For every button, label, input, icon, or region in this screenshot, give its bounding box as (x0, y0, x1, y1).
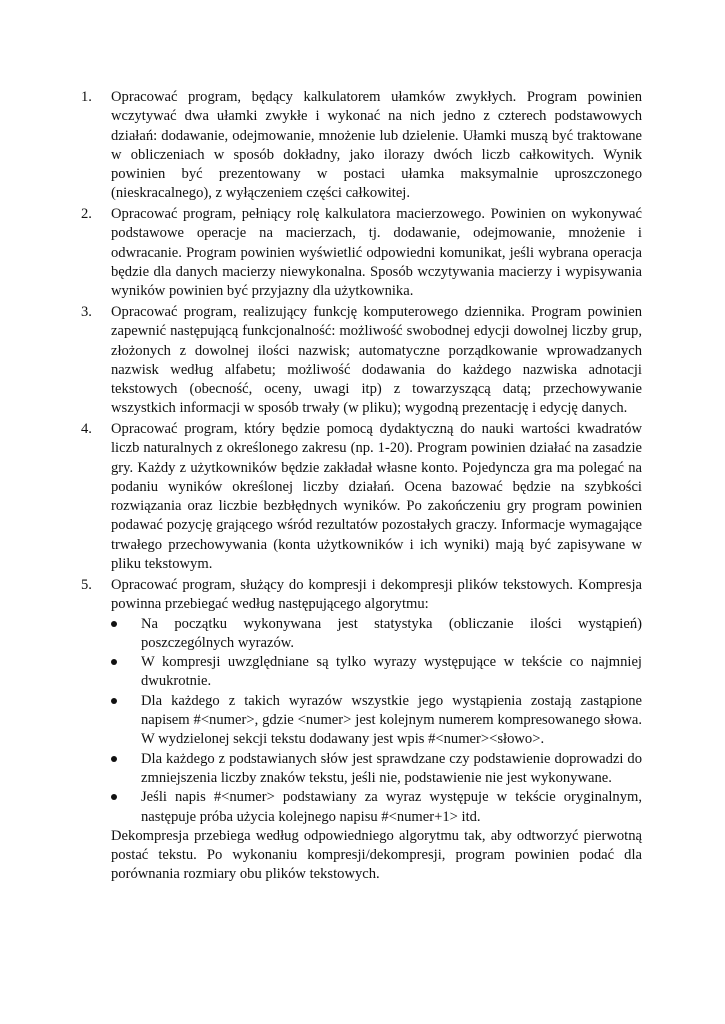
task-item (81, 303, 642, 419)
bullet-text: Jeśli napis #<numer> podstawiany za wyraz występuje w tekście oryginalnym, następuje próba użycia kolejnego napisu #<numer+1> itd. (141, 789, 642, 825)
bullet-text: W kompresji uwzględniane są tylko wyrazy występujące w tekście co najmniej dwukrotnie. (141, 654, 642, 690)
task-number: 5. (81, 577, 92, 593)
task-number: 1. (81, 89, 92, 105)
bullet-item (111, 750, 642, 789)
bullet-icon (111, 698, 117, 704)
task-text: Opracować program, realizujący funkcję komputerowego dziennika. Program powinien zapewnić następującą funkcjonalność: możliwość swobodnej edycji dowolnej liczby grup, złożonych z dowolnej ilości nazwisk; automatyczne porządkowanie wprowadzanych nazwisk według alfabetu; możliwość dodawania do każdego nazwiska adnotacji tekstowych (obecność, oceny, uwagi itp) z towarzyszącą datą; przechowywanie wszystkich informacji w sposób trwały (w pliku); wygodną prezentację i edycję danych. (111, 304, 642, 417)
task-outro: Dekompresja przebiega według odpowiedniego algorytmu tak, aby odtworzyć pierwotną postać tekstu. Po wykonaniu kompresji/dekompresji, program powinien podać dla porównania rozmiary obu plików tekstowych. (111, 827, 642, 883)
task-text: Opracować program, który będzie pomocą dydaktyczną do nauki wartości kwadratów liczb naturalnych z określonego zakresu (np. 1-20). Program powinien działać na zasadzie gry. Każdy z użytkowników będzie zakładał własne konto. Pojedyncza gra ma polegać na podaniu wyników określonej liczby działań. Ocena bazować będzie na szybkości rozwiązania oraz liczbie bezbłędnych wyników. Po zakończeniu gry program powinien podawać pozycję grającego wśród rezultatów pozostałych graczy. Informacje wymagające trwałego przechowywania (konta użytkowników i ich wyniki) mają być zapisywane w pliku tekstowym. (111, 421, 642, 573)
task-text: Opracować program, będący kalkulatorem ułamków zwykłych. Program powinien wczytywać dwa ułamki zwykłe i wykonać na nich jedno z czterech podstawowych działań: dodawanie, odejmowanie, mnożenie lub dzielenie. Ułamki muszą być traktowane w obliczeniach w sposób dokładny, jako ilorazy dwóch liczb całkowitych. Wynik powinien być prezentowany w postaci ułamka maksymalnie uproszczonego (nieskracalnego), z wyłączeniem części całkowitej. (111, 89, 642, 202)
task-intro: Opracować program, służący do kompresji i dekompresji plików tekstowych. Kompresja powinna przebiegać według następującego algorytmu: (111, 577, 642, 613)
task-number: 3. (81, 304, 92, 320)
bullet-item (111, 615, 642, 654)
bullet-icon (111, 621, 117, 627)
task-text: Opracować program, pełniący rolę kalkulatora macierzowego. Powinien on wykonywać podstawowe operacje na macierzach, tj. dodawanie, odejmowanie, mnożenie i odwracanie. Program powinien wyświetlić odpowiedni komunikat, jeśli wybrana operacja będzie dla danych macierzy niewykonalna. Sposób wczytywania macierzy i wypisywania wyników powinien być przyjazny dla użytkownika. (111, 206, 642, 300)
bullet-text: Dla każdego z takich wyrazów wszystkie jego wystąpienia zostają zastąpione napisem #<numer>, gdzie <numer> jest kolejnym numerem kompresowanego słowa. W wydzielonej sekcji tekstu dodawany jest wpis #<numer><słowo>. (141, 692, 642, 748)
task-number: 4. (81, 421, 92, 437)
bullet-item (111, 788, 642, 827)
bullet-icon (111, 659, 117, 665)
task-item (81, 205, 642, 301)
bullet-text: Na początku wykonywana jest statystyka (obliczanie ilości wystąpień) poszczególnych wyrazów. (141, 615, 642, 651)
task-item (81, 420, 642, 574)
task-item (81, 576, 642, 885)
bullet-icon (111, 794, 117, 800)
task-number: 2. (81, 206, 92, 222)
bullet-item (111, 692, 642, 750)
task-item (81, 88, 642, 204)
bullet-text: Dla każdego z podstawianych słów jest sprawdzane czy podstawienie doprowadzi do zmniejszenia liczby znaków tekstu, jeśli nie, podstawienie nie jest wykonywane. (141, 750, 642, 786)
bullet-icon (111, 756, 117, 762)
bullet-item (111, 653, 642, 692)
bullet-list (111, 615, 642, 827)
